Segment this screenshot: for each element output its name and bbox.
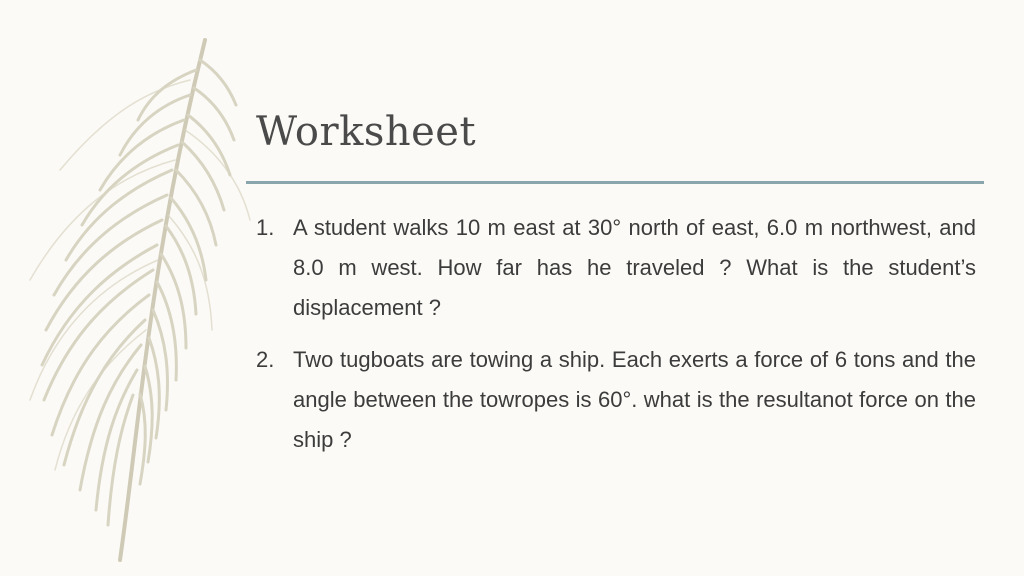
list-item — [256, 208, 976, 328]
question-text: A student walks 10 m east at 30° north of east, 6.0 m northwest, and 8.0 m west. How far has he traveled ? What is the student’s displacement ? — [293, 215, 976, 320]
question-text: Two tugboats are towing a ship. Each exerts a force of 6 tons and the angle between the towropes is 60°. what is the resultanot force on the ship ? — [293, 347, 976, 452]
title-divider — [246, 181, 984, 184]
question-number: 1. — [256, 215, 275, 240]
feather-icon — [0, 0, 300, 576]
question-number: 2. — [256, 347, 275, 372]
question-list — [256, 208, 976, 472]
page-title: Worksheet — [256, 109, 477, 155]
list-item — [256, 340, 976, 460]
